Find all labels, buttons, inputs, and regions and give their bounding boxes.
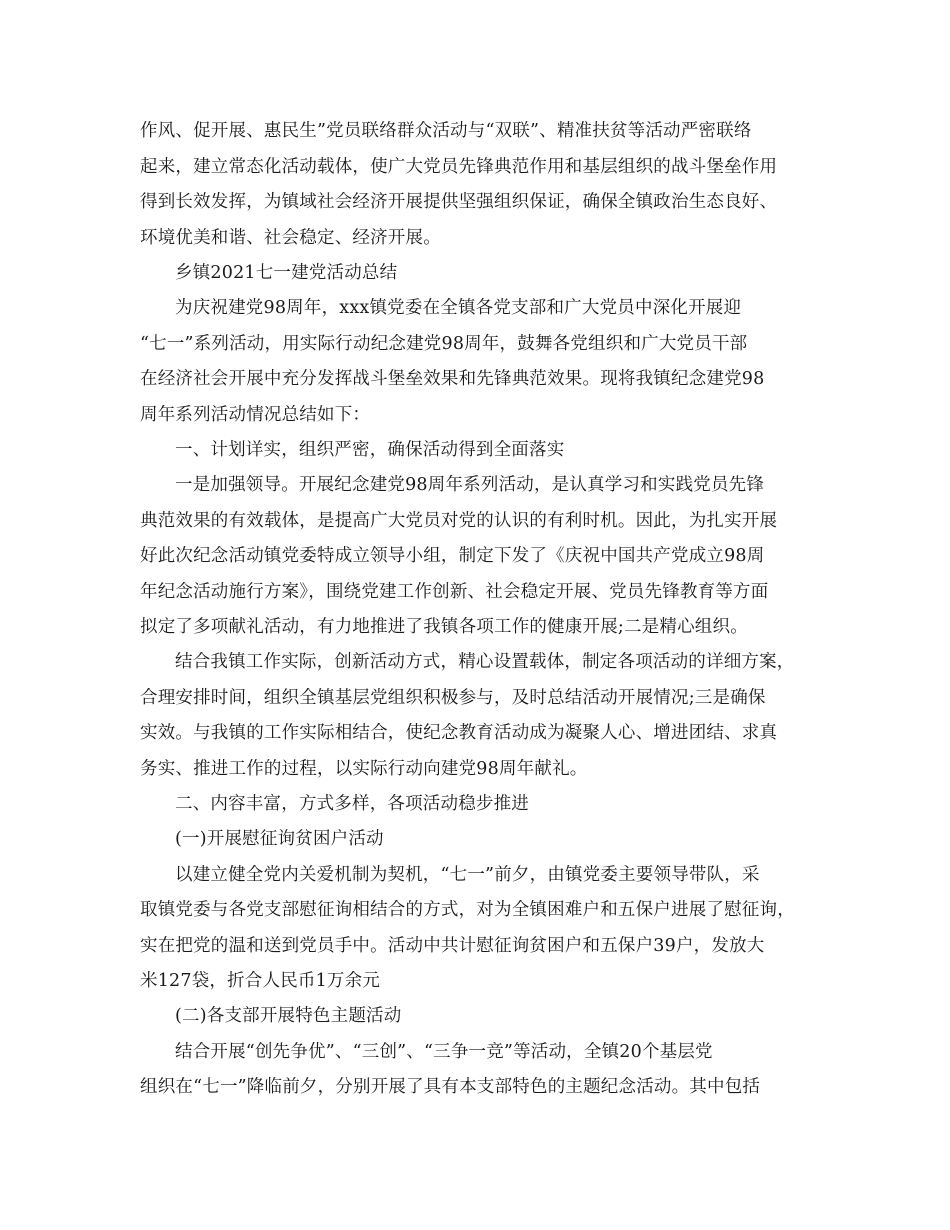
paragraph-line: 周年系列活动情况总结如下： — [140, 405, 371, 425]
paragraph-line: 得到长效发挥，为镇域社会经济开展提供坚强组织保证，确保全镇政治生态良好、 — [140, 192, 778, 212]
subsection-heading: (二)各支部开展特色主题活动 — [175, 1006, 402, 1026]
paragraph-line: 典范效果的有效载体，是提高广大党员对党的认识的有利时机。因此，为扎实开展 — [140, 511, 778, 531]
paragraph-line: 实效。与我镇的工作实际相结合，使纪念教育活动成为凝聚人心、增进团结、求真 — [140, 723, 778, 743]
paragraph-line: 结合开展“创先争优”、“三创”、“三争一竞”等活动，全镇20个基层党 — [175, 1042, 713, 1062]
paragraph-line: 环境优美和谐、社会稳定、经济开展。 — [140, 228, 441, 248]
paragraph-line: “七一”系列活动，用实际行动纪念建党98周年，鼓舞各党组织和广大党员干部 — [140, 334, 748, 354]
paragraph-line: 作风、促开展、惠民生”党员联络群众活动与“双联”、精准扶贫等活动严密联络 — [140, 121, 752, 141]
paragraph-line: 取镇党委与各党支部慰征询相结合的方式，对为全镇困难户和五保户进展了慰征询， — [140, 900, 795, 920]
paragraph-line: 起来，建立常态化活动载体，使广大党员先锋典范作用和基层组织的战斗堡垒作用 — [140, 157, 778, 177]
paragraph-line: 合理安排时间，组织全镇基层党组织积极参与，及时总结活动开展情况;三是确保 — [140, 688, 766, 708]
paragraph-line: 为庆祝建党98周年，xxx镇党委在全镇各党支部和广大党员中深化开展迎 — [175, 298, 742, 318]
paragraph-line: 以建立健全党内关爱机制为契机，“七一”前夕，由镇党委主要领导带队，采 — [175, 865, 760, 885]
paragraph-line: 年纪念活动施行方案》，围绕党建工作创新、社会稳定开展、党员先锋教育等方面 — [140, 582, 769, 602]
subsection-heading: (一)开展慰征询贫困户活动 — [175, 829, 384, 849]
section-heading: 一、计划详实，组织严密，确保活动得到全面落实 — [175, 440, 565, 460]
paragraph-line: 务实、推进工作的过程，以实际行动向建党98周年献礼。 — [140, 759, 588, 779]
section-title: 乡镇2021七一建党活动总结 — [175, 263, 398, 283]
paragraph-line: 米127袋，折合人民币1万余元 — [140, 971, 381, 991]
paragraph-line: 实在把党的温和送到党员手中。活动中共计慰征询贫困户和五保户39户，发放大 — [140, 936, 765, 956]
paragraph-line: 拟定了多项献礼活动，有力地推进了我镇各项工作的健康开展;二是精心组织。 — [140, 617, 748, 637]
paragraph-line: 结合我镇工作实际，创新活动方式，精心设置载体，制定各项活动的详细方案， — [175, 652, 795, 672]
paragraph-line: 在经济社会开展中充分发挥战斗堡垒效果和先锋典范效果。现将我镇纪念建党98 — [140, 369, 765, 389]
paragraph-line: 一是加强领导。开展纪念建党98周年系列活动，是认真学习和实践党员先锋 — [175, 475, 765, 495]
paragraph-line: 好此次纪念活动镇党委特成立领导小组，制定下发了《庆祝中国共产党成立98周 — [140, 546, 765, 566]
section-heading: 二、内容丰富，方式多样，各项活动稳步推进 — [175, 794, 529, 814]
paragraph-line: 组织在“七一”降临前夕，分别开展了具有本支部特色的主题纪念活动。其中包括 — [140, 1077, 761, 1097]
